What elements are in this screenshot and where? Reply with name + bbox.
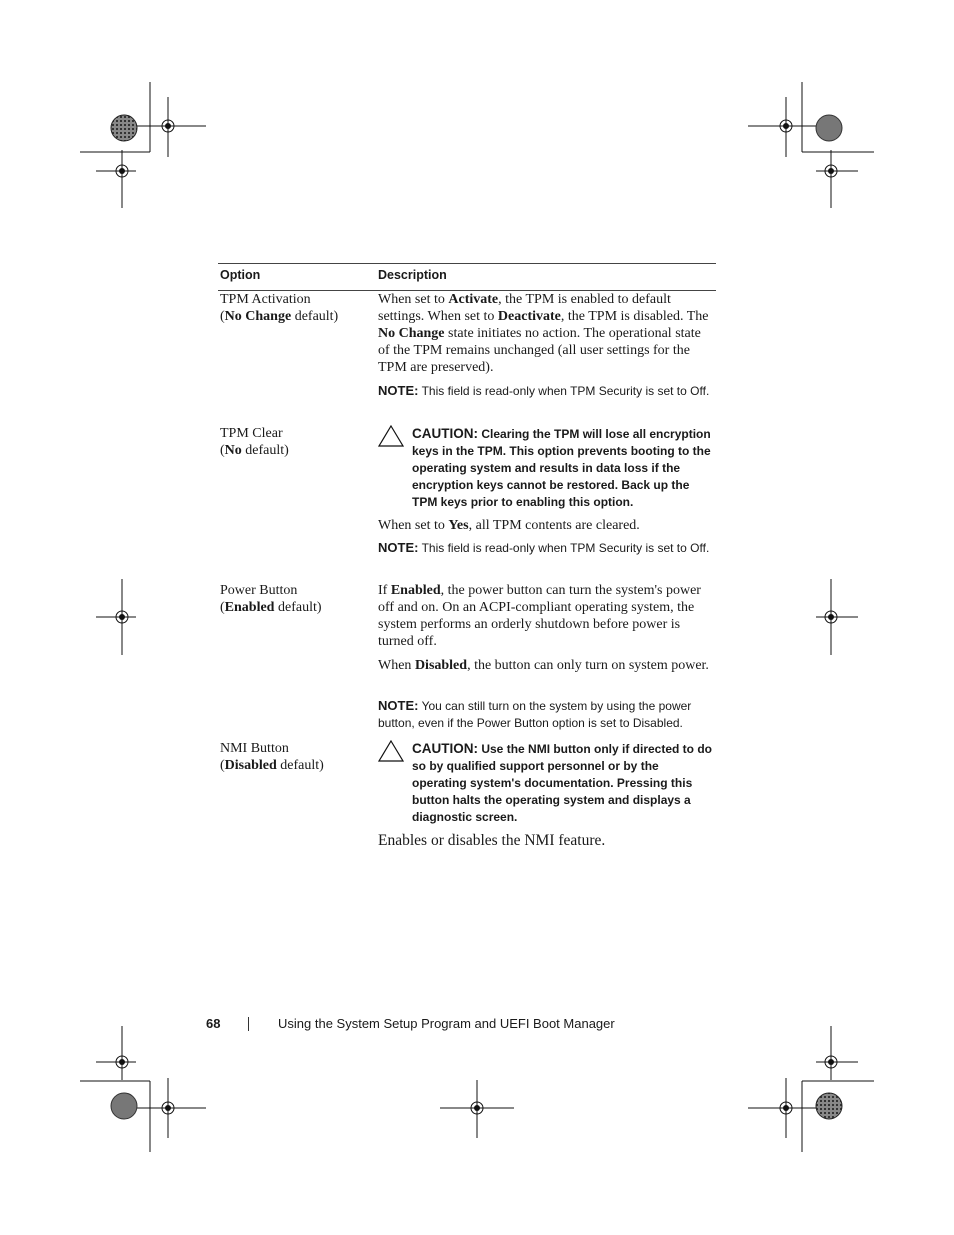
caution-triangle-icon [378,425,404,447]
power-button-description-disabled: When Disabled, the button can only turn on system power. [378,658,709,673]
tpm-activation-default-value: No Change [224,309,292,324]
tpm-activation-description: When set to Activate, the TPM is enabled to default settings. When set to Deactivate, the TPM is disabled. The No Change state initiates no action. The operational state of the TPM remains unchanged (all user settings for the TPM are preserved). [378,292,709,375]
tpm-activation-option: TPM Activation (No Change default) [220,292,339,324]
table-header [218,263,716,291]
nmi-button-caution: CAUTION: Use the NMI button only if directed to do so by qualified support personnel or by the operating system's documentation. Pressing this button halts the operating system and displays a diagnostic screen. [378,740,714,832]
tpm-clear-description: When set to Yes, all TPM contents are cleared. [378,518,640,533]
footer-title: Using the System Setup Program and UEFI Boot Manager [278,1016,615,1031]
page-number: 68 [206,1016,221,1031]
tpm-clear-option: TPM Clear (No default) [220,426,289,458]
nmi-button-option: NMI Button (Disabled default) [220,741,324,773]
tpm-clear-caution: CAUTION: Clearing the TPM will lose all encryption keys in the TPM. This option prevents booting to the operating system and results in data loss if the encryption keys cannot be restored. Back up the TPM keys prior to enabling this option. [378,425,714,517]
nmi-button-name: NMI Button [220,741,289,756]
nmi-button-description: Enables or disables the NMI feature. [378,832,606,849]
tpm-activation-note: NOTE: This field is read-only when TPM Security is set to Off. [378,383,710,398]
nmi-button-default-value: Disabled [224,758,277,773]
tpm-clear-name: TPM Clear [220,426,283,441]
tpm-clear-default-value: No [224,443,242,458]
caution-triangle-icon [378,740,404,762]
power-button-name: Power Button [220,583,298,598]
power-button-description: If Enabled, the power button can turn the system's power off and on. On an ACPI-compliant operating system, the system performs an orderly shutdown before power is turned off. [378,583,701,649]
option-column-header: Option [220,268,261,282]
tpm-activation-name: TPM Activation [220,292,311,307]
description-column-header: Description [378,268,447,282]
power-button-option: Power Button (Enabled default) [220,583,322,615]
tpm-clear-note: NOTE: This field is read-only when TPM Security is set to Off. [378,540,710,555]
footer-separator [248,1017,249,1031]
power-button-default-value: Enabled [224,600,275,615]
power-button-note: NOTE: You can still turn on the system by using the power button, even if the Power Button option is set to Disabled. [378,698,692,730]
